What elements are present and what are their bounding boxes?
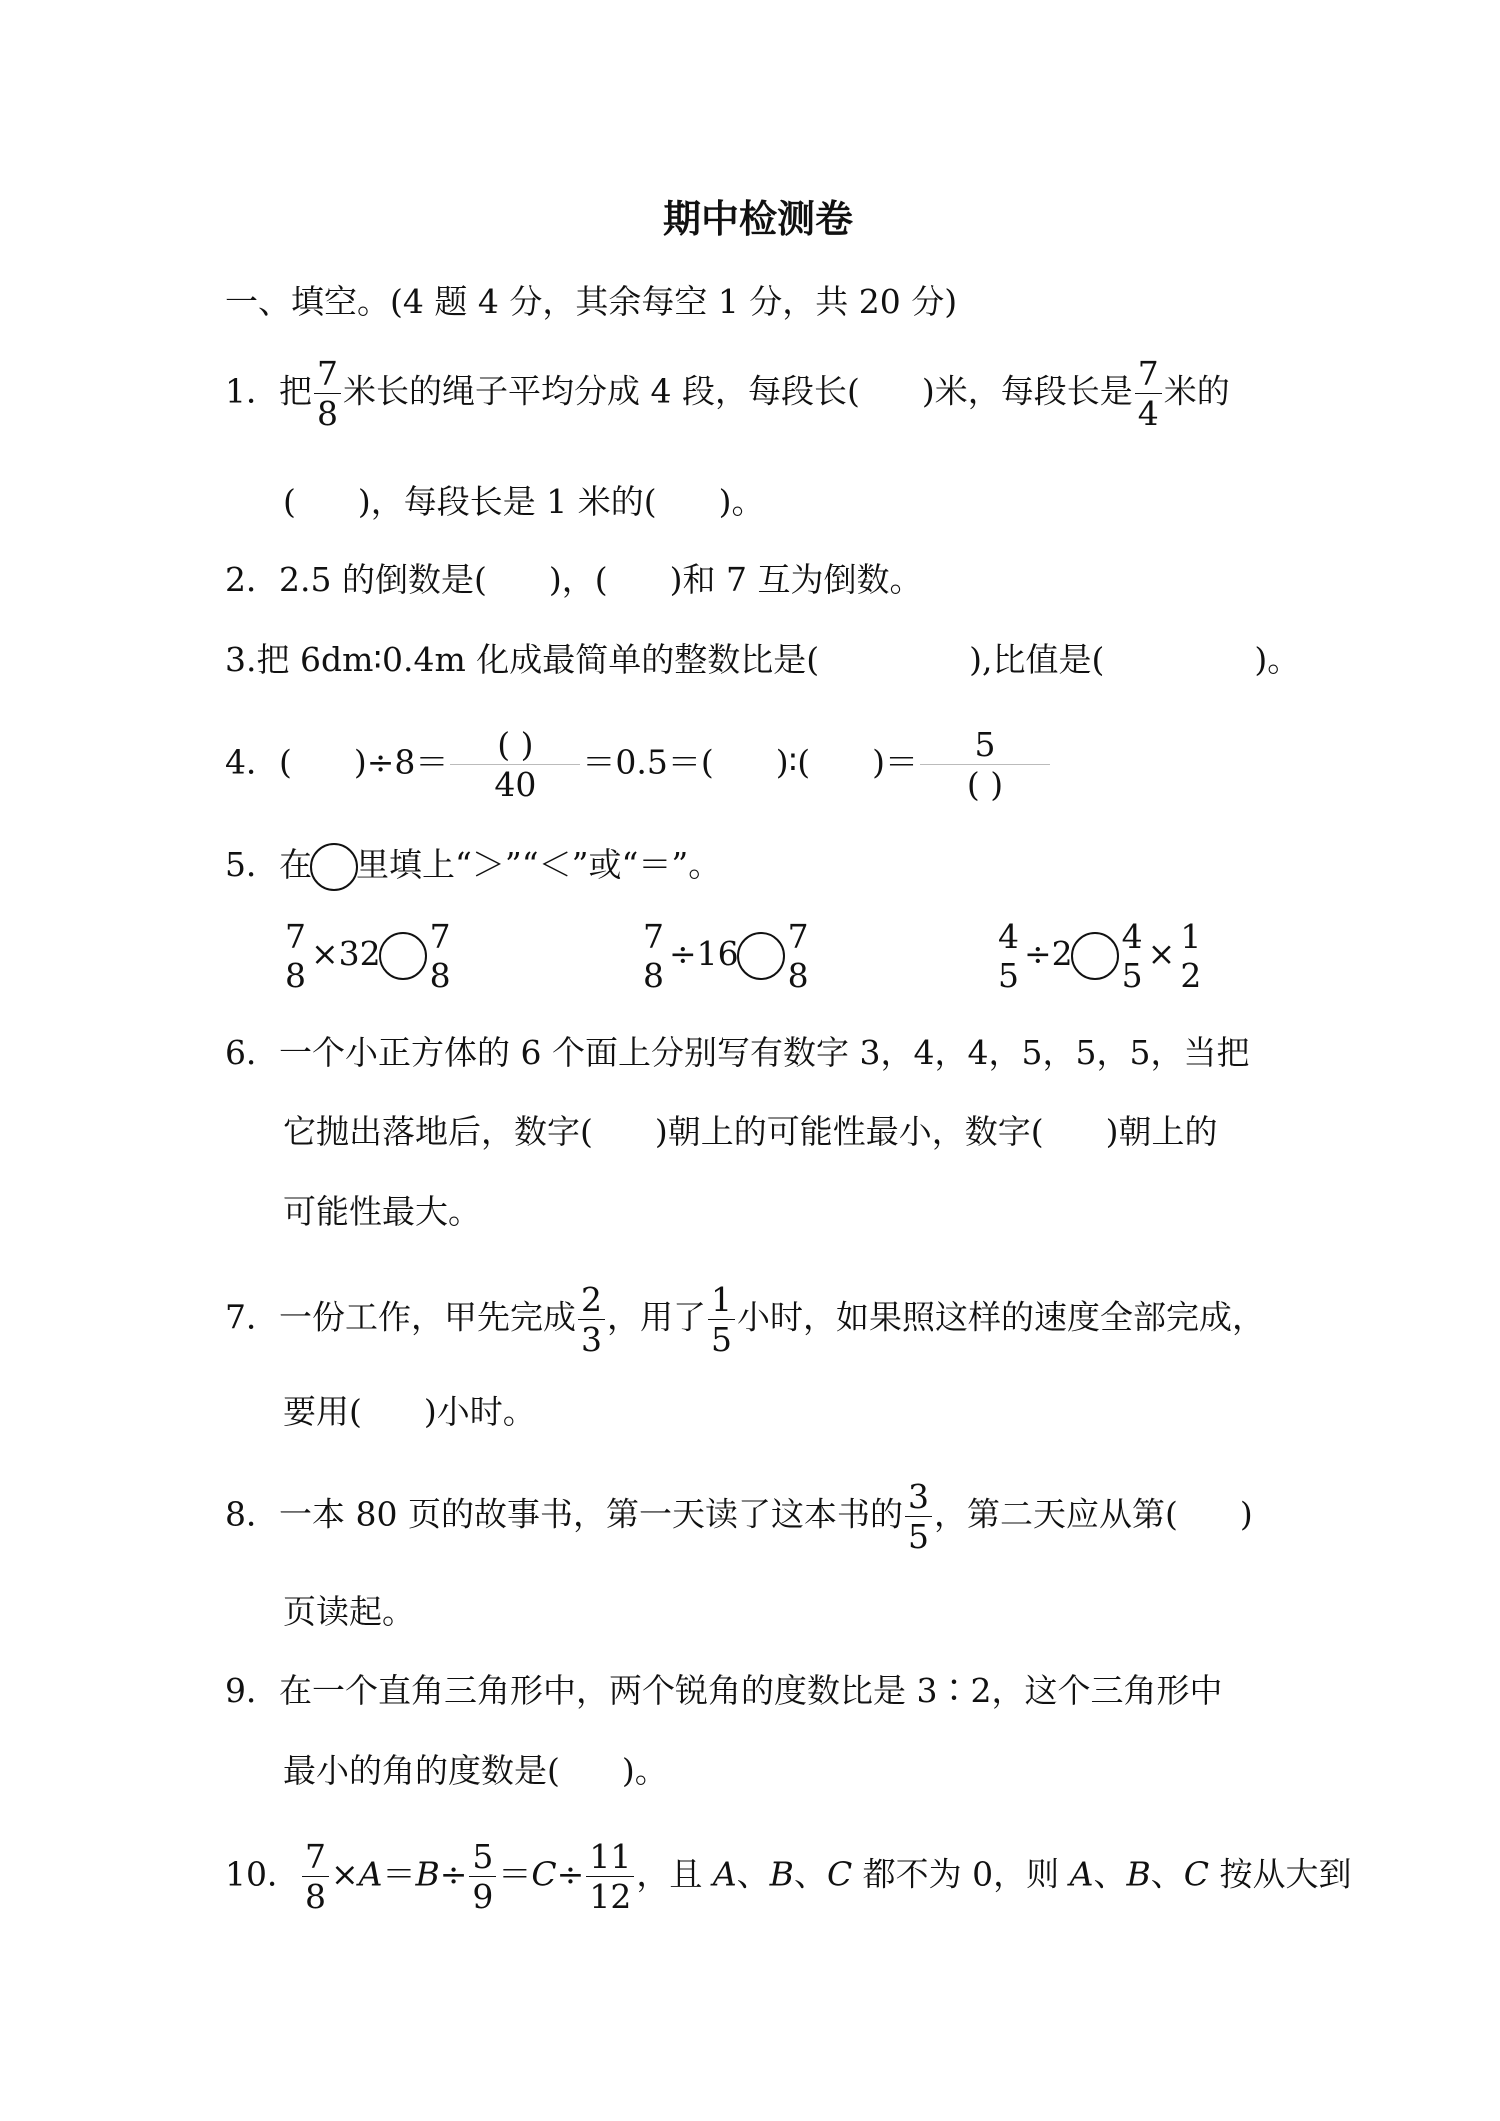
q5-e2-compare-circle[interactable] (737, 932, 785, 980)
q1-text: 把 (279, 371, 312, 411)
q4-number: 4． (225, 742, 279, 782)
q8-text: ) (1239, 1494, 1253, 1534)
q10-fraction-11-12 (586, 1837, 634, 1916)
q5-e3-right-fraction (1119, 917, 1146, 995)
q10-var-b: B (769, 1854, 794, 1894)
question-7-line-2 (283, 1392, 536, 1431)
q8-text: 一本 80 页的故事书，第一天读了这本书的 (279, 1494, 903, 1534)
q1-frac1-den: 8 (317, 394, 338, 433)
q5-e3-r2d: 2 (1180, 956, 1202, 995)
q10-fraction-5-9 (469, 1837, 496, 1916)
q10-text: ，且 (636, 1854, 713, 1894)
q1-text: 米的 (1163, 371, 1230, 411)
q4-text: )∶( (775, 742, 811, 782)
page-title: 期中检测卷 (663, 197, 854, 241)
q6-text: )朝上的可能性最小，数字( (654, 1112, 1044, 1151)
q5-e3-right-fraction-2 (1177, 917, 1204, 995)
q5-e3-op: ÷2 (1024, 934, 1073, 973)
q10-frac1-num: 7 (305, 1837, 326, 1876)
q5-e1-fn: 7 (285, 917, 306, 956)
q9-text: 在一个直角三角形中，两个锐角的度数比是 3∶2，这个三角形中 (279, 1671, 1223, 1710)
q10-text: 、 (1093, 1854, 1127, 1894)
q9-text: )。 (621, 1751, 668, 1790)
q10-fraction-7-8 (302, 1837, 329, 1916)
q4-frac2-den[interactable]: ( ) (966, 765, 1004, 804)
q10-text: 、 (793, 1854, 827, 1894)
q4-text: ＝0.5＝( (582, 742, 714, 782)
q4-text: )＝ (872, 742, 918, 782)
question-6 (225, 1033, 1250, 1072)
q6-text: )朝上的 (1105, 1112, 1218, 1151)
q7-frac2-den: 5 (711, 1320, 732, 1359)
q5-e1-compare-circle[interactable] (379, 932, 427, 980)
q1-text: )，每段长是 1 米的( (357, 482, 657, 521)
q7-frac2-num: 1 (711, 1280, 732, 1319)
q2-text: )，( (548, 560, 608, 599)
q5-e3-rn: 4 (1121, 917, 1143, 956)
q2-text: 2.5 的倒数是( (279, 560, 487, 599)
q5-expression-3 (993, 917, 1206, 995)
q1-text: )米，每段长是 (921, 371, 1133, 411)
q6-text: 它抛出落地后，数字( (283, 1112, 593, 1151)
question-9 (225, 1671, 1223, 1710)
q5-e2-left-fraction (640, 917, 667, 995)
q10-frac3-den: 12 (589, 1877, 632, 1916)
q7-text: ，用了 (607, 1297, 706, 1337)
q5-e3-fd: 5 (998, 956, 1019, 995)
q5-e2-rn: 7 (787, 917, 809, 956)
q10-var-a: A (712, 1854, 737, 1894)
q10-var-c: C (1183, 1854, 1210, 1894)
q1-text: )。 (718, 482, 765, 521)
q3-number: 3. (225, 640, 257, 679)
q5-e1-left-fraction (282, 917, 309, 995)
q5-e2-fn: 7 (643, 917, 664, 956)
q7-frac1-den: 3 (581, 1320, 602, 1359)
question-10 (225, 1837, 1352, 1916)
q3-text: ),比值是( (969, 640, 1105, 679)
q10-var-b: B (1126, 1854, 1151, 1894)
q5-expression-1 (280, 917, 456, 995)
q8-frac-num: 3 (907, 1477, 929, 1516)
q4-frac1-den: 40 (494, 765, 537, 804)
q5-e1-rn: 7 (429, 917, 451, 956)
q6-text: 一个小正方体的 6 个面上分别写有数字 3，4，4，5，5，5，当把 (279, 1033, 1250, 1072)
q10-var-a: A (358, 1854, 383, 1894)
q7-text: 小时，如果照这样的速度全部完成， (737, 1297, 1265, 1337)
q5-e3-fn: 4 (998, 917, 1019, 956)
q4-fraction-blank-40 (450, 725, 580, 804)
q7-text: )小时。 (423, 1392, 536, 1431)
question-5 (225, 843, 721, 891)
q10-var-c: C (531, 1854, 557, 1894)
q5-e1-op: ×32 (311, 934, 381, 973)
q7-number: 7． (225, 1297, 279, 1337)
q3-text: )。 (1254, 640, 1301, 679)
q4-text: ( (279, 742, 292, 782)
q10-var-b: B (415, 1854, 440, 1894)
q10-frac3-num: 11 (589, 1837, 632, 1876)
q1-frac2-den: 4 (1137, 394, 1159, 433)
q4-frac2-num: 5 (974, 725, 996, 764)
q10-text: 按从大到 (1209, 1854, 1352, 1894)
question-4 (225, 725, 1052, 804)
q6-number: 6． (225, 1033, 279, 1072)
q5-e2-right-fraction (785, 917, 812, 995)
q1-number: 1． (225, 371, 279, 411)
q2-text: )和 7 互为倒数。 (669, 560, 923, 599)
q5-e3-left-fraction (995, 917, 1022, 995)
q4-fraction-5-blank (920, 725, 1050, 804)
q10-var-c: C (826, 1854, 853, 1894)
q10-text: 、 (1150, 1854, 1184, 1894)
q10-text: 、 (736, 1854, 770, 1894)
q10-frac1-den: 8 (305, 1877, 326, 1916)
q9-text: 最小的角的度数是( (283, 1751, 560, 1790)
q10-frac2-den: 9 (472, 1877, 494, 1916)
q7-text: 一份工作，甲先完成 (279, 1297, 576, 1337)
q7-fraction-1-5 (708, 1280, 735, 1359)
q1-fraction-7-4 (1135, 354, 1162, 433)
q7-fraction-2-3 (578, 1280, 605, 1359)
q5-e3-compare-circle[interactable] (1071, 932, 1119, 980)
q10-frac2-num: 5 (472, 1837, 494, 1876)
q10-number: 10． (225, 1854, 300, 1894)
q5-e1-fd: 8 (285, 956, 306, 995)
q8-number: 8． (225, 1494, 279, 1534)
q10-var-a: A (1069, 1854, 1094, 1894)
q9-number: 9． (225, 1671, 279, 1710)
q8-frac-den: 5 (907, 1517, 929, 1556)
question-1-line-2 (283, 482, 765, 521)
q5-number: 5． (225, 845, 279, 884)
q8-fraction-3-5 (905, 1477, 932, 1556)
question-8 (225, 1477, 1253, 1556)
q5-expression-2 (638, 917, 814, 995)
q5-e1-rd: 8 (429, 956, 451, 995)
q5-e2-op: ÷16 (669, 934, 739, 973)
q5-e1-right-fraction (427, 917, 454, 995)
question-6-line-2 (283, 1112, 1218, 1151)
q2-number: 2． (225, 560, 279, 599)
q10-op: ÷ (556, 1854, 585, 1894)
q5-e2-fd: 8 (643, 956, 664, 995)
q5-e3-rd: 5 (1121, 956, 1143, 995)
q8-text: ，第二天应从第( (933, 1494, 1178, 1534)
q5-e3-r2n: 1 (1180, 917, 1202, 956)
q5-text: 在 (279, 845, 312, 884)
section-heading: 一、填空。(4 题 4 分，其余每空 1 分，共 20 分) (225, 282, 958, 321)
q7-frac1-num: 2 (581, 1280, 602, 1319)
q1-frac2-num: 7 (1137, 354, 1159, 393)
question-7 (225, 1280, 1265, 1359)
question-8-line-2: 页读起。 (283, 1592, 415, 1631)
question-9-line-2 (283, 1751, 668, 1790)
question-6-line-3: 可能性最大。 (283, 1192, 481, 1231)
question-2 (225, 560, 923, 599)
q3-text: 把 6dm∶0.4m 化成最简单的整数比是( (256, 640, 820, 679)
q5-e2-rd: 8 (787, 956, 809, 995)
q5-e3-op2: × (1147, 934, 1176, 973)
q10-text: 都不为 0，则 (852, 1854, 1070, 1894)
q1-text: ( (283, 482, 296, 521)
q7-text: 要用( (283, 1392, 362, 1431)
q1-frac1-num: 7 (317, 354, 338, 393)
q1-text: 米长的绳子平均分成 4 段，每段长( (343, 371, 860, 411)
q4-text: )÷8＝ (353, 742, 449, 782)
q1-fraction-7-8 (314, 354, 341, 433)
q10-op: ＝ (382, 1854, 416, 1894)
q10-op: ÷ (439, 1854, 468, 1894)
question-1 (225, 354, 1230, 433)
question-3 (225, 640, 1301, 679)
q5-text: 里填上“＞”“＜”或“＝”。 (356, 845, 722, 884)
q10-op: × (331, 1854, 359, 1894)
q10-op: ＝ (498, 1854, 532, 1894)
circle-icon (310, 843, 358, 891)
q4-frac1-num[interactable]: ( ) (497, 725, 534, 764)
